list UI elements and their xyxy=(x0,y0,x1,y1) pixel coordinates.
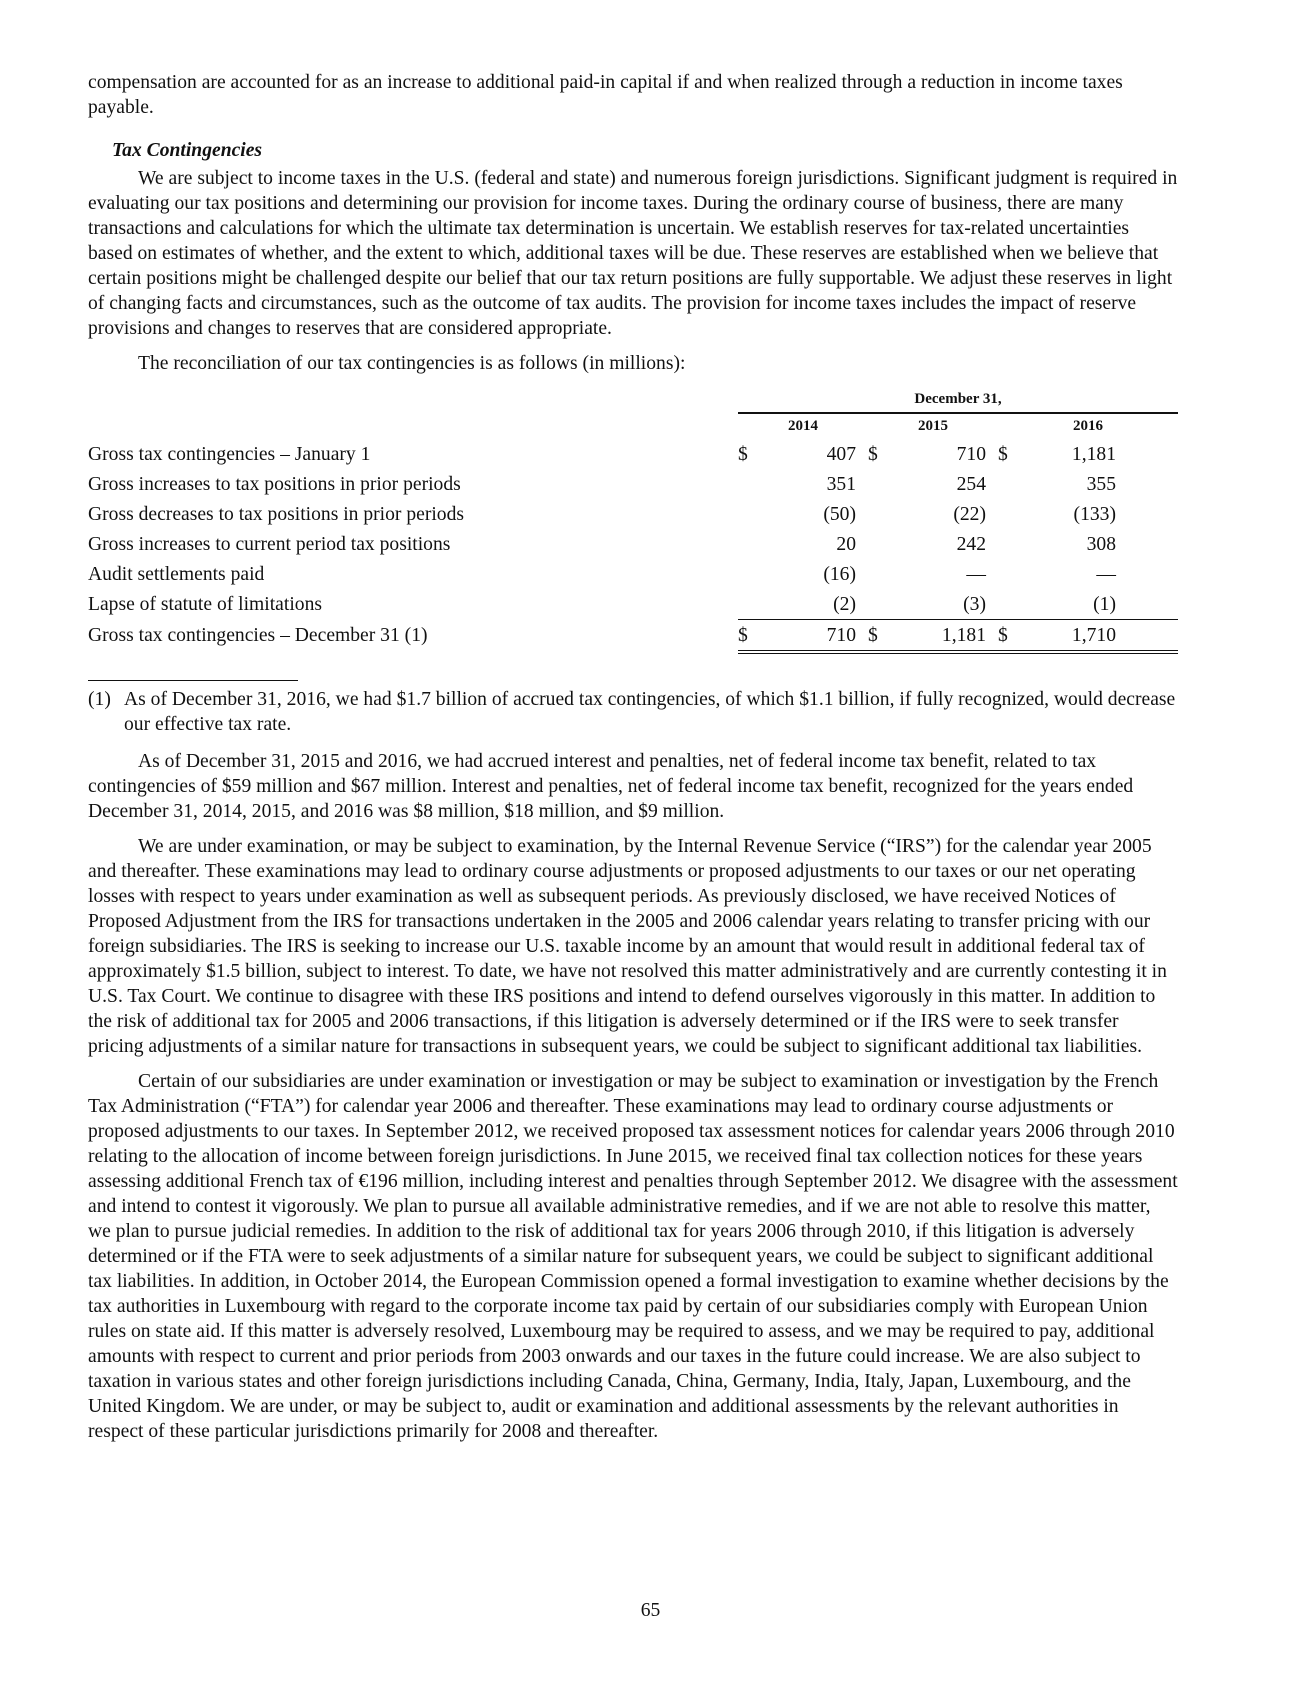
row-label: Gross increases to tax positions in prior periods xyxy=(88,473,461,495)
row-label: Gross tax contingencies – January 1 xyxy=(88,443,371,465)
row-label: Audit settlements paid xyxy=(88,563,265,585)
table-row xyxy=(88,559,1178,589)
cell-value: 710 xyxy=(956,443,986,465)
footnote xyxy=(88,687,1178,737)
cell-value: — xyxy=(966,563,986,585)
table-row-total xyxy=(88,620,1178,653)
section-title: Tax Contingencies xyxy=(112,140,263,161)
cell-value: 254 xyxy=(956,473,986,495)
cell-value: 1,181 xyxy=(886,620,986,653)
year-header-2014: 2014 xyxy=(738,413,868,439)
table-row xyxy=(88,499,1178,529)
paragraph-interest-penalties: As of December 31, 2015 and 2016, we had accrued interest and penalties, net of federal income tax benefit, related to tax contingencies of $59 million and $67 million. Interest and penalties, net of federal income tax benefit, recognized for the years ended December 31, 2014, 2015, and 2016 was $8 million, $18 million, and $9 million. xyxy=(88,751,1134,822)
row-label: Gross decreases to tax positions in prior periods xyxy=(88,503,465,525)
year-header-2015: 2015 xyxy=(868,413,998,439)
table-row xyxy=(88,439,1178,469)
table-row xyxy=(88,529,1178,559)
paragraph-tax-positions: We are subject to income taxes in the U.S. (federal and state) and numerous foreign jurisdictions. Significant judgment is required in evaluating our tax positions and determining our provision for income taxes. During the ordinary course of business, there are many transactions and calculations for which the ultimate tax determination is uncertain. We establish reserves for tax-related uncertainties based on estimates of whether, and the extent to which, additional taxes will be due. These reserves are established when we believe that certain positions might be challenged despite our belief that our tax return positions are fully supportable. We adjust these reserves in light of changing facts and circumstances, such as the outcome of tax audits. The provision for income taxes includes the impact of reserve provisions and changes to reserves that are considered appropriate. xyxy=(88,168,1178,339)
tax-contingencies-table xyxy=(88,386,1178,654)
footnote-divider xyxy=(88,680,298,681)
row-label: Lapse of statute of limitations xyxy=(88,593,322,615)
cell-value: 407 xyxy=(826,443,856,465)
cell-value: (1) xyxy=(1016,589,1116,620)
table-row xyxy=(88,589,1178,620)
document-page xyxy=(88,70,1178,1454)
row-label: Gross tax contingencies – December 31 (1) xyxy=(88,625,428,647)
cell-value: — xyxy=(1096,563,1116,585)
dollar-sign: $ xyxy=(868,443,878,465)
cell-value: 1,181 xyxy=(1071,443,1116,465)
paragraph-irs-examination: We are under examination, or may be subject to examination, by the Internal Revenue Service (“IRS”) for the calendar year 2005 and thereafter. These examinations may lead to ordinary course adjustments or proposed adjustments to our taxes or our net operating losses with respect to years under examination as well as subsequent periods. As previously disclosed, we have received Notices of Proposed Adjustment from the IRS for transactions undertaken in the 2005 and 2006 calendar years relating to transfer pricing with our foreign subsidiaries. The IRS is seeking to increase our U.S. taxable income by an amount that would result in additional federal tax of approximately $1.5 billion, subject to interest. To date, we have not resolved this matter administratively and are currently contesting it in U.S. Tax Court. We continue to disagree with these IRS positions and intend to defend ourselves vigorously in this matter. In addition to the risk of additional tax for 2005 and 2006 transactions, if this litigation is adversely determined or if the IRS were to seek transfer pricing adjustments of a similar nature for transactions in subsequent years, we could be subject to significant additional tax liabilities. xyxy=(88,836,1167,1057)
intro-fragment: compensation are accounted for as an increase to additional paid-in capital if and when realized through a reduction in income taxes payable. xyxy=(88,72,1123,118)
cell-value: 20 xyxy=(836,533,856,555)
paragraph-reconciliation-intro: The reconciliation of our tax contingencies is as follows (in millions): xyxy=(138,353,686,374)
year-header-2016: 2016 xyxy=(998,413,1178,439)
footnote-text: As of December 31, 2016, we had $1.7 billion of accrued tax contingencies, of which $1.1 billion, if fully recognized, would decrease our effective tax rate. xyxy=(124,689,1176,735)
cell-value: 1,710 xyxy=(1016,620,1116,653)
cell-value: (133) xyxy=(1073,503,1116,525)
dollar-sign: $ xyxy=(868,620,886,653)
cell-value: 710 xyxy=(756,620,856,653)
cell-value: (22) xyxy=(953,503,986,525)
table-row xyxy=(88,469,1178,499)
cell-value: 308 xyxy=(1086,533,1116,555)
cell-value: (16) xyxy=(823,563,856,585)
cell-value: 351 xyxy=(826,473,856,495)
cell-value: 242 xyxy=(956,533,986,555)
paragraph-fta-examination: Certain of our subsidiaries are under examination or investigation or may be subject to examination or investigation by the French Tax Administration (“FTA”) for calendar year 2006 and thereafter. These examinations may lead to ordinary course adjustments or proposed adjustments to our taxes. In September 2012, we received proposed tax assessment notices for calendar years 2006 through 2010 relating to the allocation of income between foreign jurisdictions. In June 2015, we received final tax collection notices for these years assessing additional French tax of €196 million, including interest and penalties through September 2012. We disagree with the assessment and intend to contest it vigorously. We plan to pursue all available administrative remedies, and if we are not able to resolve this matter, we plan to pursue judicial remedies. In addition to the risk of additional tax for years 2006 through 2010, if this litigation is adversely determined or if the FTA were to seek adjustments of a similar nature for subsequent years, we could be subject to significant additional tax liabilities. In addition, in October 2014, the European Commission opened a formal investigation to examine whether decisions by the tax authorities in Luxembourg with regard to the corporate income tax paid by certain of our subsidiaries comply with European Union rules on state aid. If this matter is adversely resolved, Luxembourg may be required to assess, and we may be required to pay, additional amounts with respect to current and prior periods from 2003 onwards and our taxes in the future could increase. We are also subject to taxation in various states and other foreign jurisdictions including Canada, China, Germany, India, Italy, Japan, Luxembourg, and the United Kingdom. We are under, or may be subject to, audit or examination and additional assessments by the relevant authorities in respect of these particular jurisdictions primarily for 2008 and thereafter. xyxy=(88,1071,1178,1442)
cell-value: (50) xyxy=(823,503,856,525)
dollar-sign: $ xyxy=(998,443,1008,465)
row-label: Gross increases to current period tax positions xyxy=(88,533,451,555)
dollar-sign: $ xyxy=(998,620,1016,653)
dollar-sign: $ xyxy=(738,620,756,653)
cell-value: (2) xyxy=(756,589,856,620)
cell-value: 355 xyxy=(1086,473,1116,495)
page-number: 65 xyxy=(640,1600,661,1621)
footnote-mark: (1) xyxy=(88,689,111,710)
period-header: December 31, xyxy=(914,390,1002,407)
cell-value: (3) xyxy=(886,589,986,620)
dollar-sign: $ xyxy=(738,443,748,465)
